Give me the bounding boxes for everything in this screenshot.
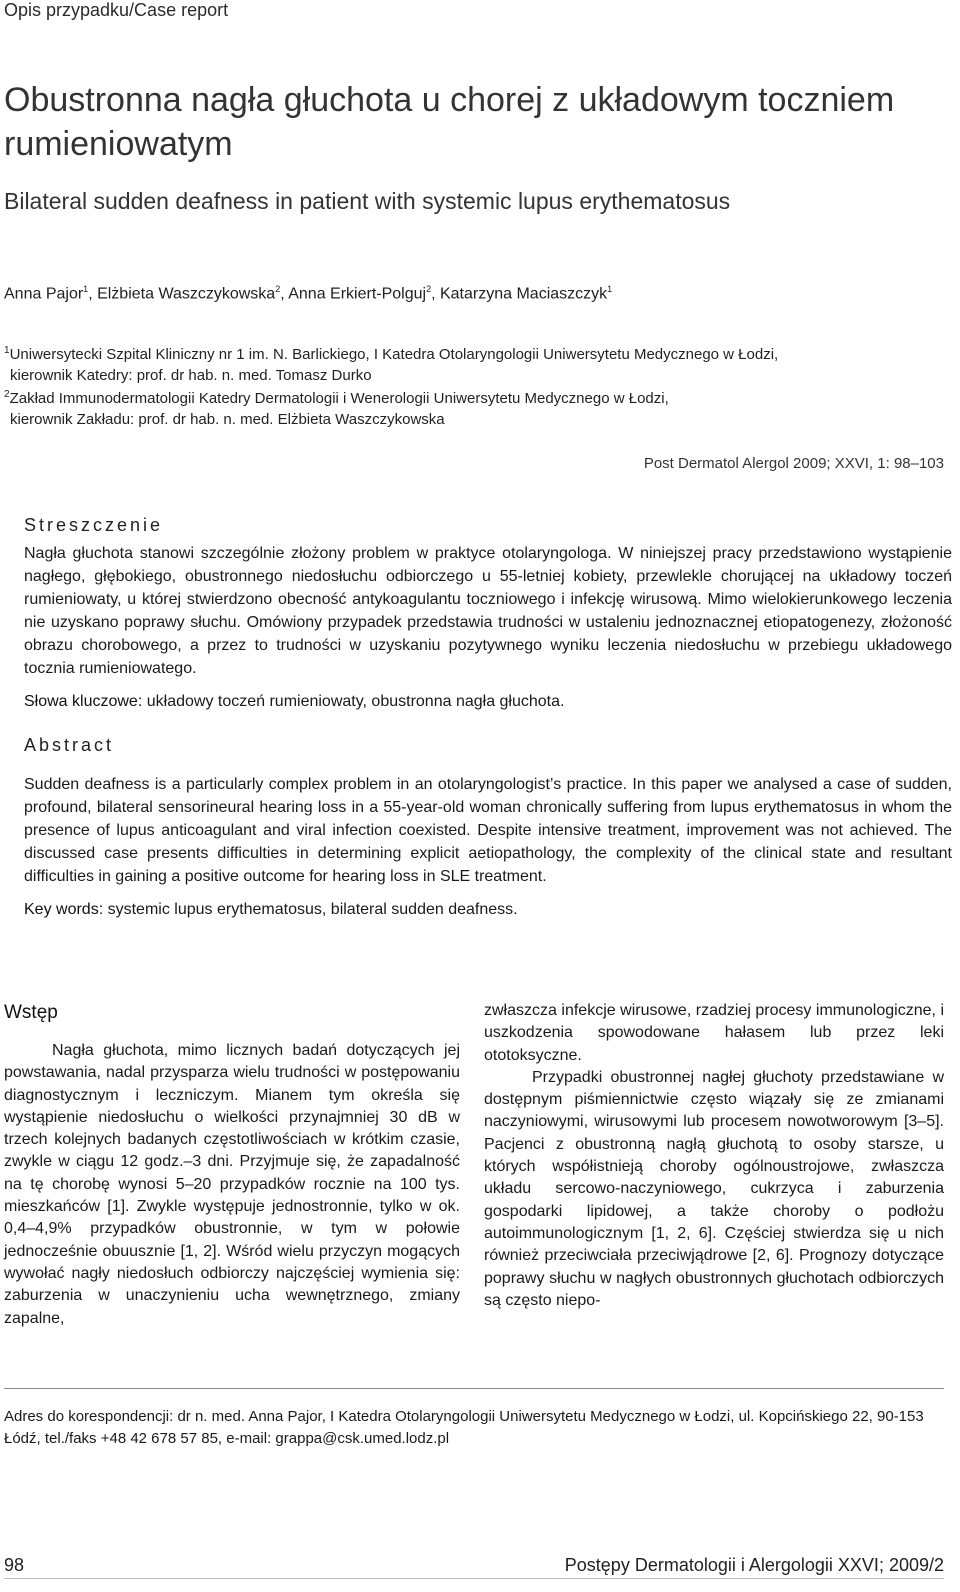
wstep-paragraph: zwłaszcza infekcje wirusowe, rzadziej procesy immunologiczne, i uszkodzenia spowodowane hałasem lub przez leki ototoksyczne.: [484, 1002, 944, 1064]
keywords-label: Key words:: [24, 901, 104, 918]
article-subtitle: Bilateral sudden deafness in patient with systemic lupus erythematosus: [4, 188, 731, 214]
correspondence-label: Adres do korespondencji:: [4, 1408, 174, 1425]
page-number: 98: [4, 1555, 25, 1575]
author-affiliation-number: 2: [275, 284, 281, 294]
affiliation-2: [4, 384, 924, 430]
author-name: Anna Erkiert-Polguj: [288, 285, 427, 303]
keywords-text: układowy toczeń rumieniowaty, obustronna nagła głuchota.: [146, 693, 565, 710]
keywords-text: systemic lupus erythematosus, bilateral sudden deafness.: [107, 901, 518, 918]
affiliation-line: kierownik Katedry: prof. dr hab. n. med. Tomasz Durko: [10, 367, 372, 384]
author-affiliation-number: 1: [607, 284, 613, 294]
author-name: Anna Pajor: [4, 285, 84, 303]
citation: Post Dermatol Alergol 2009; XXVI, 1: 98–103: [643, 455, 944, 472]
affiliation-number: 1: [4, 345, 10, 356]
author-name: Elżbieta Waszczykowska: [97, 285, 276, 303]
affiliation-number: 2: [4, 389, 10, 400]
wstep-paragraph: Nagła głuchota, mimo licznych badań dotyczących jej powstawania, nadal przysparza wielu trudności w postępowaniu diagnostycznym i leczniczym. Mianem tym określa się wystąpienie niedosłuchu o wielkości przynajmniej 30 dB w trzech kolejnych badanych częstotliwościach w krótkim czasie, zwykle w ciągu 12 godz.–3 dni. Przyjmuje się, że zapadalność na tę chorobę wynosi 5–20 przypadków rocznie na 100 tys. mieszkańców [1]. Zwykle występuje jednostronnie, tylko w ok. 0,4–4,9% przypadków obustronnie, w tym w połowie jednocześnie obuusznie [1, 2]. Wśród wielu przyczyn mogących wywołać nagły niedosłuch odbiorczy najczęściej wymienia się: zaburzenia w unaczynieniu ucha wewnętrznego, zmiany zapalne,: [4, 1042, 460, 1327]
author-separator: ,: [431, 285, 440, 303]
streszczenie-heading: Streszczenie: [24, 515, 164, 535]
affiliation-line: Zakład Immunodermatologii Katedry Dermatologii i Wenerologii Uniwersytetu Medycznego w Łodzi,: [9, 390, 669, 407]
streszczenie-text: Nagła głuchota stanowi szczególnie złożony problem w praktyce otolaryngologa. W niniejszej pracy przedstawiono wystąpienie nagłego, głębokiego, obustronnego niedosłuchu odbiorczego u 55-letniej kobiety, przewlekle chorującej na układowy toczeń rumieniowaty, u której stwierdzono obecność antykoagulantu toczniowego i infekcję wirusową. Mimo wielokierunkowego leczenia nie uzyskano poprawy słuchu. Omówiony przypadek przedstawia trudności w ustaleniu jednoznacznej etiopatogenezy, złożoność obrazu chorobowego, a przez to trudności w uzyskaniu pozytywnego wyniku leczenia niedosłuchu w przebiegu układowego tocznia rumieniowatego.: [24, 545, 952, 677]
journal-footer: Postępy Dermatologii i Alergologii XXVI; 2009/2: [564, 1555, 944, 1575]
streszczenie-keywords: [24, 690, 952, 713]
section-label: Opis przypadku/Case report: [4, 0, 229, 20]
author-affiliation-number: 2: [426, 284, 432, 294]
wstep-paragraph: Przypadki obustronnej nagłej głuchoty przedstawiane w dostępnym piśmiennictwie często wiązały się ze zmianami naczyniowymi, wirusowymi lub procesem nowotworowym [3–5]. Pacjenci z obustronną nagłą głuchotą to osoby starsze, u których współistnieją choroby ogólnoustrojowe, zwłaszcza układu sercowo-naczyniowego, cukrzyca i zaburzenia gospodarki lipidowej, a także choroby o podłożu autoimmunologicznym [1, 2, 6]. Częściej stwierdza się u nich również przeciwciała przeciwjądrowe [2, 6]. Prognozy dotyczące poprawy słuchu w nagłych obustronnych głuchotach odbiorczych są często niepo-: [484, 1068, 944, 1309]
affiliation-1: [4, 340, 924, 386]
abstract-heading: Abstract: [24, 735, 115, 755]
correspondence-text: dr n. med. Anna Pajor, I Katedra Otolaryngologii Uniwersytetu Medycznego w Łodzi, ul. Kopcińskiego 22, 90-153 Łódź, tel./faks +48 42 678 57 85, e-mail: grappa@csk.umed.lodz.pl: [4, 1408, 924, 1447]
wstep-right-column: [484, 1000, 944, 1312]
affiliation-line: Uniwersytecki Szpital Kliniczny nr 1 im. N. Barlickiego, I Katedra Otolaryngologii Uniwersytetu Medycznego w Łodzi,: [9, 346, 779, 363]
author-name: Katarzyna Maciaszczyk: [439, 285, 608, 303]
keywords-label: Słowa kluczowe:: [24, 693, 143, 710]
abstract-text: Sudden deafness is a particularly complex problem in an otolaryngologist’s practice. In this paper we analysed a case of sudden, profound, bilateral sensorineural hearing loss in a 55-year-old woman chronically suffering from lupus erythematosus in whom the presence of lupus anticoagulant and viral infection coexisted. Despite intensive treatment, improvement was not achieved. The discussed case presents difficulties in determining explicit aetiopathology, the complexity of the clinical state and resultant difficulties in gaining a positive outcome for hearing loss in SLE treatment.: [24, 776, 952, 885]
affiliation-line: kierownik Zakładu: prof. dr hab. n. med. Elżbieta Waszczykowska: [10, 411, 445, 428]
author-list: [4, 284, 612, 303]
author-separator: ,: [280, 285, 289, 303]
author-affiliation-number: 1: [83, 284, 89, 294]
correspondence-divider: [4, 1388, 944, 1389]
article-title: Obustronna nagła głuchota u chorej z układowym toczniem rumieniowatym: [4, 81, 895, 163]
correspondence-address: [4, 1406, 944, 1449]
footer-divider: [4, 1578, 944, 1579]
abstract-keywords: [24, 898, 952, 921]
author-separator: ,: [88, 285, 98, 303]
wstep-left-column: [4, 1040, 460, 1330]
wstep-heading: Wstęp: [4, 1002, 58, 1023]
